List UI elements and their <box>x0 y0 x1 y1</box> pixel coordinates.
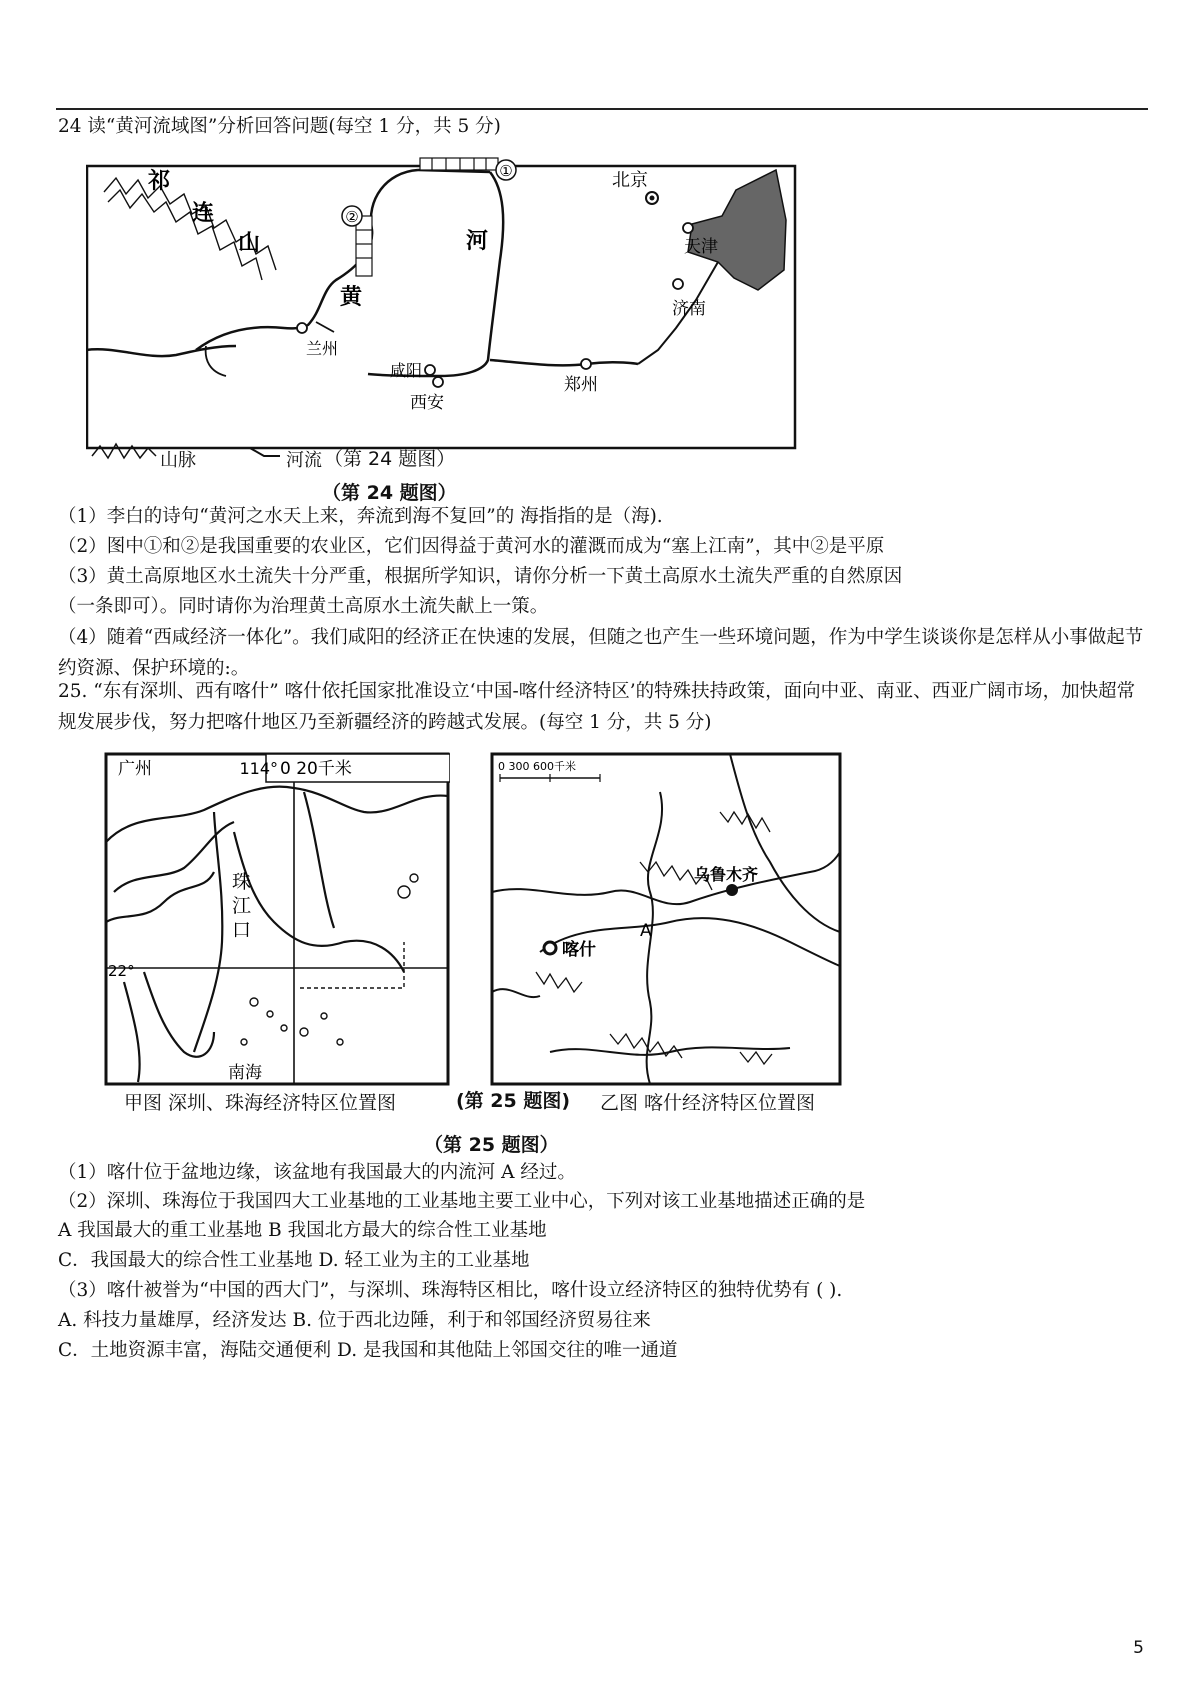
label-lian: 连 <box>192 201 215 226</box>
label-scale-b: 0 300 600千米 <box>498 760 576 773</box>
label-jiang: 江 <box>232 895 252 917</box>
q25-intro: 25. “东有深圳、西有喀什” 喀什依托国家批准设立‘中国-喀什经济特区’的特殊扶持政策，面向中亚、南亚、西亚广阔市场，加快超常规发展步伐，努力把喀什地区乃至新疆经济的跨越式发展。(每空 1 分，共 5 分) <box>58 681 1136 733</box>
q24-item-1: （1）李白的诗句“黄河之水天上来，奔流到海不复回”的 海指指的是（海). <box>58 506 663 527</box>
q24-caption-inner: （第 24 题图） <box>324 448 456 470</box>
q25-caption-a: 甲图 深圳、珠海经济特区位置图 <box>124 1092 397 1114</box>
kashgar-map <box>490 752 842 1088</box>
label-river-a: A <box>640 921 652 941</box>
yellow-river-basin-map <box>86 150 798 470</box>
label-lon-114: 114° <box>239 759 278 778</box>
label-lat-22: 22° <box>108 962 135 980</box>
q24-item-3-cont: （一条即可）。同时请你为治理黄土高原水土流失献上一策。 <box>58 596 549 617</box>
q25-item-1: （1）喀什位于盆地边缘，该盆地有我国最大的内流河 A 经过。 <box>58 1162 576 1183</box>
q25-caption-b: 乙图 喀什经济特区位置图 <box>600 1092 816 1114</box>
legend-river-label: 河流 <box>286 450 322 471</box>
label-xianyang: 咸阳 <box>390 361 423 380</box>
page-number: 5 <box>1133 1638 1144 1658</box>
label-kashi: 喀什 <box>562 940 596 960</box>
q24-item-4: （4）随着“西咸经济一体化”。我们咸阳的经济正在快速的发展，但随之也产生一些环境问题，作为中学生谈谈你是怎样从小事做起节约资源、保护环境的:。 <box>58 627 1144 679</box>
label-shan: 山 <box>238 231 261 256</box>
map-mark-1: ① <box>499 162 513 180</box>
q24-header: 24 读“黄河流域图”分析回答问题(每空 1 分，共 5 分) <box>58 116 501 137</box>
q25-option-cd: C．我国最大的综合性工业基地 D. 轻工业为主的工业基地 <box>58 1250 530 1271</box>
label-beijing: 北京 <box>612 170 648 191</box>
label-zhengzhou: 郑州 <box>564 375 598 395</box>
legend-mountain-label: 山脉 <box>160 450 196 471</box>
label-kou: 口 <box>232 919 252 941</box>
label-zhu: 珠 <box>232 871 252 893</box>
label-huang: 黄 <box>340 285 363 310</box>
q24-item-2: （2）图中①和②是我国重要的农业区，它们因得益于黄河水的灌溉而成为“塞上江南”，其中②是平原 <box>58 536 885 557</box>
q25-item-3-option-ab: A. 科技力量雄厚，经济发达 B. 位于西北边陲，利于和邻国经济贸易往来 <box>58 1310 651 1331</box>
q25-caption-mid: (第 25 题图) <box>456 1090 571 1112</box>
q25-option-ab: A 我国最大的重工业基地 B 我国北方最大的综合性工业基地 <box>58 1220 547 1241</box>
shenzhen-zhuhai-map <box>104 752 450 1088</box>
label-scale-a: 0 20千米 <box>280 759 352 779</box>
label-xian: 西安 <box>410 393 444 413</box>
label-lanzhou: 兰州 <box>306 339 339 358</box>
label-qi: 祁 <box>148 169 171 194</box>
q24-caption-outer: （第 24 题图） <box>322 482 457 504</box>
header-rule <box>56 108 1148 110</box>
label-he: 河 <box>466 229 489 254</box>
label-jinan: 济南 <box>672 299 706 319</box>
label-tianjin: 天津 <box>684 237 718 257</box>
label-urumqi: 乌鲁木齐 <box>694 865 759 884</box>
map-mark-2: ② <box>345 208 359 226</box>
label-guangzhou: 广州 <box>118 759 152 779</box>
q25-item-3-option-cd: C．土地资源丰富，海陆交通便利 D. 是我国和其他陆上邻国交往的唯一通道 <box>58 1340 678 1361</box>
q25-item-3: （3）喀什被誉为“中国的西大门”，与深圳、珠海特区相比，喀什设立经济特区的独特优势有 ( ). <box>58 1280 843 1301</box>
q24-item-3: （3）黄土高原地区水土流失十分严重，根据所学知识，请你分析一下黄土高原水土流失严重的自然原因 <box>58 566 903 587</box>
legend-mountain-symbol <box>92 444 156 458</box>
label-nanhai: 南海 <box>228 1063 262 1083</box>
q25-caption-outer: （第 25 题图） <box>424 1134 559 1156</box>
q25-item-2: （2）深圳、珠海位于我国四大工业基地的工业基地主要工业中心，下列对该工业基地描述正确的是 <box>58 1191 866 1212</box>
